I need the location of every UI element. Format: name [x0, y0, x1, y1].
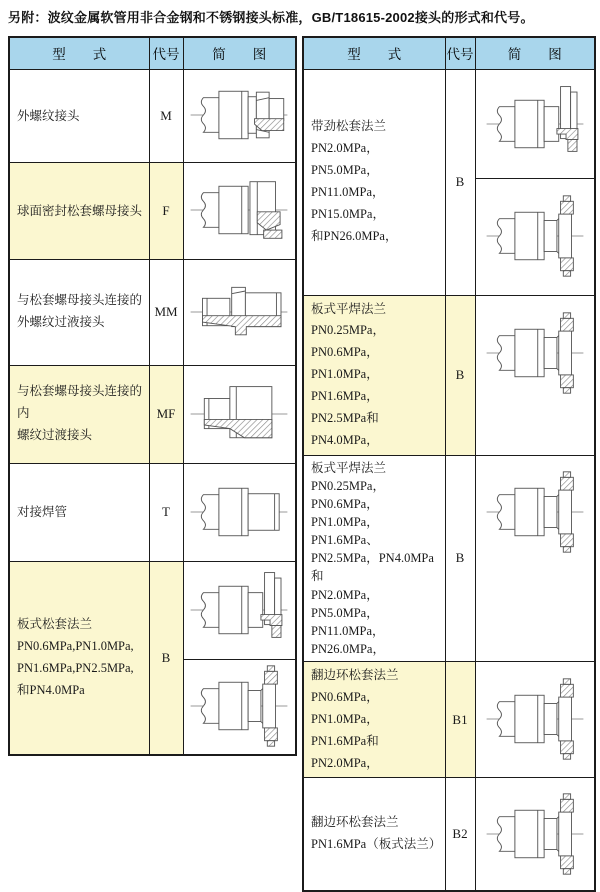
diagram-cell — [183, 259, 296, 365]
code-cell: B2 — [445, 778, 475, 891]
type-line: 和PN26.0MPa， — [311, 228, 398, 243]
type-cell — [9, 561, 149, 755]
plate-loose-flange-diagram-1 — [184, 562, 296, 659]
column-header-type: 型 式 — [9, 37, 149, 69]
diagram-cell — [475, 778, 595, 891]
table-row — [303, 69, 595, 295]
type-line: 球面密封松套螺母接头 — [17, 203, 143, 218]
diagram-cell — [475, 69, 595, 295]
plate-weld-flange-diagram-1 — [476, 296, 595, 411]
code-cell: F — [149, 162, 183, 259]
butt-weld-pipe-diagram — [184, 464, 296, 560]
type-line: 板式平焊法兰 — [311, 301, 387, 316]
table-row — [303, 455, 595, 661]
type-line: 和PN4.0MPa — [17, 682, 85, 697]
code-cell: B — [149, 561, 183, 755]
type-line: 翻边环松套法兰 — [311, 815, 399, 830]
type-line: PN1.0MPa，PN1.6MPa， — [311, 367, 379, 403]
table-row — [9, 365, 296, 463]
fitting-table-left — [8, 36, 297, 756]
page-title: 另附：波纹金属软管用非合金钢和不锈钢接头标准，GB/T18615-2002接头的形式和代号。 — [8, 10, 534, 25]
column-header-code: 代号 — [445, 37, 475, 69]
type-line: PN0.25MPa，PN0.6MPa， — [311, 478, 385, 511]
column-header-diagram: 简 图 — [183, 37, 296, 69]
plate-weld-flange-diagram-2 — [476, 456, 595, 569]
fitting-table-right — [302, 36, 596, 892]
type-line: 螺纹过渡接头 — [17, 427, 93, 442]
type-line: PN2.0MPa，PN5.0MPa， — [311, 141, 379, 178]
code-cell: B — [445, 455, 475, 661]
diagram-cell — [183, 463, 296, 561]
type-line: 外螺纹过液接头 — [17, 315, 105, 329]
type-line: 对接焊管 — [17, 505, 68, 519]
column-header-type: 型 式 — [303, 37, 445, 69]
male-thread-adapter-diagram — [184, 260, 296, 364]
code-cell: B1 — [445, 662, 475, 778]
type-line: PN0.25MPa，PN0.6MPa， — [311, 323, 385, 360]
diagram-cell — [475, 662, 595, 778]
code-cell: B — [445, 295, 475, 455]
type-cell — [303, 455, 445, 661]
table-row — [9, 162, 296, 259]
female-thread-adapter-diagram — [184, 366, 296, 462]
flared-ring-loose-flange-diagram — [476, 662, 595, 775]
type-line: PN0.6MPa,PN1.0MPa, — [17, 638, 134, 653]
type-cell — [303, 662, 445, 778]
diagram-cell — [475, 455, 595, 661]
plate-loose-flange-diagram-2 — [184, 659, 296, 753]
type-line: PN1.0MPa，PN1.6MPa、 — [311, 515, 379, 548]
type-cell — [303, 69, 445, 295]
diagram-cell — [183, 162, 296, 259]
type-line: 外螺纹接头 — [17, 108, 80, 123]
type-line: 翻边环松套法兰 — [311, 668, 399, 682]
tables-container — [8, 36, 596, 892]
table-row — [9, 69, 296, 162]
type-line: 板式松套法兰 — [17, 617, 93, 631]
type-line: PN1.6MPa（板式法兰） — [311, 837, 442, 852]
code-cell: T — [149, 463, 183, 561]
code-cell: MF — [149, 365, 183, 463]
necked-loose-flange-diagram-2 — [476, 178, 595, 293]
code-cell: B — [445, 69, 475, 295]
type-line: PN2.5MPa和PN4.0MPa， — [311, 410, 379, 447]
type-cell — [303, 295, 445, 455]
diagram-cell — [183, 561, 296, 755]
spherical-seal-loose-nut-joint-diagram — [184, 163, 296, 258]
type-cell — [9, 463, 149, 561]
table-row — [303, 295, 595, 455]
type-cell — [303, 778, 445, 891]
type-line: PN1.6MPa和PN2.0MPa， — [311, 733, 379, 770]
table-row — [303, 778, 595, 891]
diagram-cell — [183, 365, 296, 463]
type-line: PN2.0MPa，PN5.0MPa， — [311, 587, 379, 620]
type-line: 与松套螺母接头连接的内 — [17, 384, 143, 421]
type-line: 与松套螺母接头连接的 — [17, 293, 143, 308]
column-header-code: 代号 — [149, 37, 183, 69]
type-cell — [9, 259, 149, 365]
table-row — [9, 259, 296, 365]
type-line: PN0.6MPa，PN1.0MPa， — [311, 689, 379, 726]
table-row — [9, 561, 296, 755]
type-cell — [9, 162, 149, 259]
diagram-cell — [475, 295, 595, 455]
necked-loose-flange-diagram-1 — [476, 70, 595, 178]
diagram-cell — [183, 69, 296, 162]
type-line: PN2.5MPa，PN4.0MPa和 — [311, 551, 434, 584]
type-cell — [9, 365, 149, 463]
type-cell — [9, 69, 149, 162]
column-header-diagram: 简 图 — [475, 37, 595, 69]
type-line: 板式平焊法兰 — [311, 460, 387, 475]
male-thread-joint-diagram — [184, 70, 296, 161]
table-row — [303, 662, 595, 778]
code-cell: MM — [149, 259, 183, 365]
flared-ring-plate-flange-diagram — [476, 778, 595, 889]
type-line: PN11.0MPa，PN26.0MPa， — [311, 623, 385, 656]
type-line: PN1.6MPa,PN2.5MPa, — [17, 660, 134, 675]
type-line: PN11.0MPa，PN15.0MPa， — [311, 185, 385, 221]
code-cell: M — [149, 69, 183, 162]
type-line: 带劲松套法兰 — [311, 119, 387, 134]
table-row — [9, 463, 296, 561]
